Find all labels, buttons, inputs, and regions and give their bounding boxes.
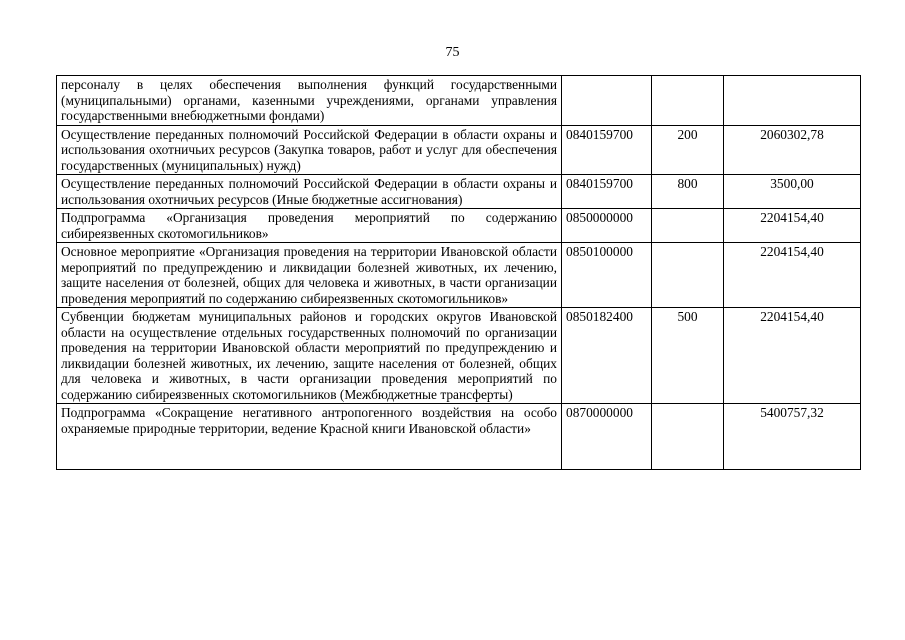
table-row [57, 209, 861, 243]
row-name-cell: Подпрограмма «Сокращение негативного антропогенного воздействия на особо охраняемые природные территории, ведение Красной книги Ивановской области» [57, 404, 562, 470]
row-name-cell: Осуществление переданных полномочий Российской Федерации в области охраны и использования охотничьих ресурсов (Иные бюджетные ассигнования) [57, 175, 562, 209]
table-row [57, 243, 861, 308]
row-code-cell [562, 76, 652, 126]
table-row [57, 308, 861, 404]
row-code-cell: 0850000000 [562, 209, 652, 243]
table-row [57, 404, 861, 470]
row-sum-cell: 2204154,40 [724, 209, 861, 243]
row-expense-type-cell [652, 404, 724, 470]
row-expense-type-cell [652, 209, 724, 243]
row-expense-type-cell [652, 243, 724, 308]
row-code-cell: 0840159700 [562, 125, 652, 175]
row-code-cell: 0850182400 [562, 308, 652, 404]
row-name-cell: персоналу в целях обеспечения выполнения функций государственными (муниципальными) органами, казенными учреждениями, органами управления государственными внебюджетными фондами) [57, 76, 562, 126]
table-row [57, 76, 861, 126]
row-expense-type-cell: 500 [652, 308, 724, 404]
row-sum-cell: 2204154,40 [724, 243, 861, 308]
page-number: 75 [445, 45, 460, 60]
row-name-cell: Субвенции бюджетам муниципальных районов и городских округов Ивановской области на осуществление отдельных государственных полномочий по организации проведения на территории Ивановской области мероприятий по предупреждению и ликвидации болезней животных, их лечению, защите населения от болезней, общих для человека и животных, в части организации проведения мероприятий по содержанию сибиреязвенных скотомогильников (Межбюджетные трансферты) [57, 308, 562, 404]
row-sum-cell: 2060302,78 [724, 125, 861, 175]
row-sum-cell: 2204154,40 [724, 308, 861, 404]
row-sum-cell: 3500,00 [724, 175, 861, 209]
row-expense-type-cell: 800 [652, 175, 724, 209]
row-code-cell: 0850100000 [562, 243, 652, 308]
row-code-cell: 0870000000 [562, 404, 652, 470]
row-name-cell: Осуществление переданных полномочий Российской Федерации в области охраны и использования охотничьих ресурсов (Закупка товаров, работ и услуг для обеспечения государственных (муниципальных) нужд) [57, 125, 562, 175]
row-name-cell: Основное мероприятие «Организация проведения на территории Ивановской области мероприятий по предупреждению и ликвидации болезней животных, их лечению, защите населения от болезней, общих для человека и животных, в части организации проведения мероприятий по содержанию сибиреязвенных скотомогильников» [57, 243, 562, 308]
budget-table [56, 75, 861, 470]
table-row [57, 175, 861, 209]
row-expense-type-cell [652, 76, 724, 126]
row-name-cell: Подпрограмма «Организация проведения мероприятий по содержанию сибиреязвенных скотомогильников» [57, 209, 562, 243]
table-row [57, 125, 861, 175]
row-sum-cell [724, 76, 861, 126]
row-sum-cell: 5400757,32 [724, 404, 861, 470]
row-expense-type-cell: 200 [652, 125, 724, 175]
row-code-cell: 0840159700 [562, 175, 652, 209]
